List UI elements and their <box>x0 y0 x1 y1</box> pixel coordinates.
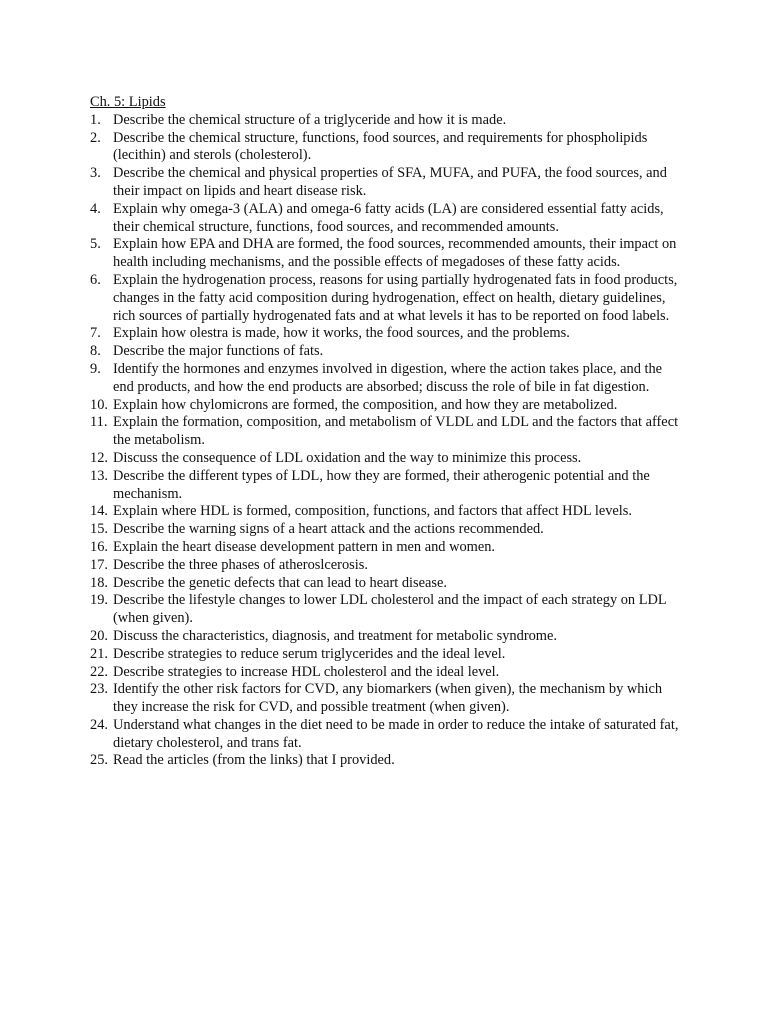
list-item <box>90 201 680 237</box>
list-item-number: 1. <box>90 111 101 128</box>
list-item <box>90 717 680 753</box>
list-item-text: Explain how EPA and DHA are formed, the food sources, recommended amounts, their impact on health including mechanisms, and the possible effects of megadoses of these fatty acids. <box>113 236 677 271</box>
list-item-number: 25. <box>90 752 108 769</box>
list-item <box>90 325 680 343</box>
list-item-number: 20. <box>90 627 108 644</box>
list-item-number: 14. <box>90 503 108 520</box>
list-item-text: Discuss the characteristics, diagnosis, and treatment for metabolic syndrome. <box>113 627 557 644</box>
list-item-number: 2. <box>90 129 101 146</box>
list-item <box>90 414 680 450</box>
list-item-text: Explain the hydrogenation process, reasons for using partially hydrogenated fats in food products, changes in the fatty acid composition during hydrogenation, effect on health, dietary guidelines, rich sources of partially hydrogenated fats and at what levels it has to be reported on food labels. <box>113 271 678 324</box>
list-item <box>90 628 680 646</box>
list-item-text: Discuss the consequence of LDL oxidation and the way to minimize this process. <box>113 449 582 466</box>
list-item-text: Identify the other risk factors for CVD, any biomarkers (when given), the mechanism by which they increase the risk for CVD, and possible treatment (when given). <box>113 681 663 716</box>
list-item-text: Describe strategies to increase HDL cholesterol and the ideal level. <box>113 663 500 680</box>
list-item-text: Explain how olestra is made, how it works, the food sources, and the problems. <box>113 325 570 342</box>
list-item-number: 13. <box>90 467 108 484</box>
list-item <box>90 112 680 130</box>
list-item-text: Explain where HDL is formed, composition, functions, and factors that affect HDL levels. <box>113 503 632 520</box>
list-item-number: 21. <box>90 645 108 662</box>
list-item <box>90 361 680 397</box>
list-item-text: Describe the different types of LDL, how they are formed, their atherogenic potential and the mechanism. <box>113 467 650 502</box>
list-item-number: 8. <box>90 343 101 360</box>
list-item-number: 19. <box>90 592 108 609</box>
list-item <box>90 165 680 201</box>
list-item-text: Explain the heart disease development pattern in men and women. <box>113 538 496 555</box>
list-item-text: Describe the chemical structure, functions, food sources, and requirements for phospholipids (lecithin) and sterols (cholesterol). <box>113 129 648 164</box>
list-item-text: Describe the lifestyle changes to lower LDL cholesterol and the impact of each strategy on LDL (when given). <box>113 592 667 627</box>
list-item-number: 18. <box>90 574 108 591</box>
list-item <box>90 539 680 557</box>
list-item <box>90 236 680 272</box>
objectives-list <box>90 112 680 770</box>
list-item <box>90 450 680 468</box>
list-item-number: 16. <box>90 538 108 555</box>
page-title: Ch. 5: Lipids <box>90 94 166 110</box>
list-item-text: Describe the chemical structure of a triglyceride and how it is made. <box>113 111 507 128</box>
list-item-number: 17. <box>90 556 108 573</box>
list-item <box>90 272 680 325</box>
list-item-text: Understand what changes in the diet need to be made in order to reduce the intake of saturated fat, dietary cholesterol, and trans fat. <box>113 716 679 751</box>
list-item-number: 9. <box>90 360 101 377</box>
list-item-text: Describe the genetic defects that can lead to heart disease. <box>113 574 448 591</box>
list-item <box>90 575 680 593</box>
list-item-number: 3. <box>90 165 101 182</box>
list-item <box>90 503 680 521</box>
list-item <box>90 592 680 628</box>
list-item-number: 11. <box>90 414 108 431</box>
list-item <box>90 557 680 575</box>
list-item-text: Explain why omega-3 (ALA) and omega-6 fatty acids (LA) are considered essential fatty acids, their chemical structure, functions, food sources, and recommended amounts. <box>113 200 664 235</box>
list-item <box>90 752 680 770</box>
list-item-text: Explain how chylomicrons are formed, the composition, and how they are metabolized. <box>113 396 618 413</box>
list-item-text: Describe the major functions of fats. <box>113 343 324 360</box>
list-item-text: Explain the formation, composition, and metabolism of VLDL and LDL and the factors that affect the metabolism. <box>113 414 679 449</box>
list-item-number: 24. <box>90 716 108 733</box>
list-item <box>90 646 680 664</box>
list-item-text: Identify the hormones and enzymes involved in digestion, where the action takes place, and the end products, and how the end products are absorbed; discuss the role of bile in fat digestion. <box>113 360 663 395</box>
list-item <box>90 521 680 539</box>
list-item <box>90 130 680 166</box>
list-item-number: 6. <box>90 271 101 288</box>
list-item-text: Read the articles (from the links) that I provided. <box>113 752 395 769</box>
list-item <box>90 664 680 682</box>
list-item <box>90 397 680 415</box>
list-item-number: 15. <box>90 521 108 538</box>
list-item-number: 5. <box>90 236 101 253</box>
list-item-number: 4. <box>90 200 101 217</box>
document-content <box>90 94 680 770</box>
list-item-text: Describe strategies to reduce serum triglycerides and the ideal level. <box>113 645 506 662</box>
list-item-text: Describe the three phases of atheroslcerosis. <box>113 556 368 573</box>
list-item-number: 7. <box>90 325 101 342</box>
list-item-number: 10. <box>90 396 108 413</box>
list-item <box>90 468 680 504</box>
list-item <box>90 343 680 361</box>
list-item-number: 12. <box>90 449 108 466</box>
list-item-number: 22. <box>90 663 108 680</box>
list-item-text: Describe the chemical and physical properties of SFA, MUFA, and PUFA, the food sources, and their impact on lipids and heart disease risk. <box>113 165 667 199</box>
list-item-number: 23. <box>90 681 108 698</box>
list-item <box>90 681 680 717</box>
list-item-text: Describe the warning signs of a heart attack and the actions recommended. <box>113 521 544 538</box>
